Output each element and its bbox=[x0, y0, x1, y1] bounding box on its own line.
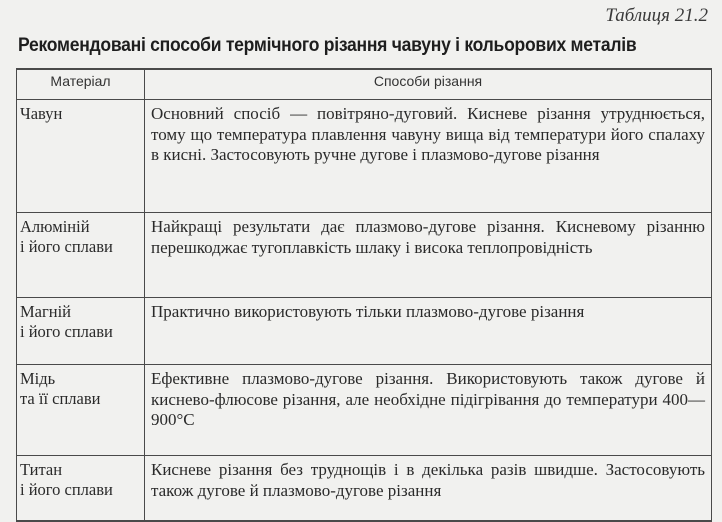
methods-cell: Найкращі результати дає плазмово-дугове різання. Кисневому різанню перешкоджає тугоплавкість шлаку і висока теплопровідність bbox=[145, 213, 712, 298]
table-row bbox=[17, 213, 712, 298]
material-cell bbox=[17, 213, 145, 298]
methods-cell: Кисневе різання без труднощів і в декілька разів швидше. Застосовують також дугове й плазмово-дугове різання bbox=[145, 456, 712, 522]
material-name: Алюміній bbox=[20, 217, 90, 236]
table-header-row bbox=[17, 69, 712, 100]
material-name-suffix: і його сплави bbox=[20, 321, 113, 341]
header-methods: Способи різання bbox=[145, 69, 712, 100]
table-row bbox=[17, 365, 712, 456]
material-cell bbox=[17, 298, 145, 365]
material-name: Чавун bbox=[20, 104, 63, 123]
table-row bbox=[17, 298, 712, 365]
methods-cell: Практично використовують тільки плазмово-дугове різання bbox=[145, 298, 712, 365]
table-title: Рекомендовані способи термічного різання чавуну і кольорових металів bbox=[18, 34, 637, 56]
material-name: Магній bbox=[20, 302, 72, 321]
material-name-suffix: і його сплави bbox=[20, 479, 113, 499]
material-name-suffix: і його сплави bbox=[20, 236, 113, 256]
material-name: Титан bbox=[20, 460, 63, 479]
methods-table bbox=[16, 68, 712, 522]
table-row bbox=[17, 100, 712, 213]
material-cell bbox=[17, 365, 145, 456]
methods-cell: Ефективне плазмово-дугове різання. Використовують також дугове й киснево-флюсове різання, але необхідне підігрівання до температури 400—900°С bbox=[145, 365, 712, 456]
material-name-suffix: та її сплави bbox=[20, 388, 101, 408]
material-cell bbox=[17, 100, 145, 213]
material-name: Мідь bbox=[20, 369, 56, 388]
material-cell bbox=[17, 456, 145, 522]
header-material: Матеріал bbox=[17, 69, 145, 100]
table-number: Таблиця 21.2 bbox=[605, 5, 708, 26]
table-row bbox=[17, 456, 712, 522]
methods-cell: Основний спосіб — повітряно-дуговий. Кисневе різання утруднюється, тому що температура плавлення чавуну вища від температури його спалаху в кисні. Застосовують ручне дугове і плазмово-дугове різання bbox=[145, 100, 712, 213]
